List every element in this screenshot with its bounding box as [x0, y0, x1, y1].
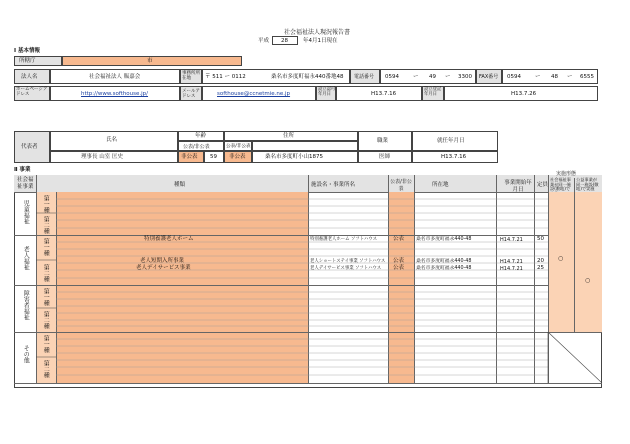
rep-label: 代表者 [21, 144, 38, 150]
phone-label: 電話番号 [354, 74, 375, 80]
group-label-disabled: 障害者福祉 [22, 290, 30, 320]
rep-address: 桑名市多度町小山1875 [265, 154, 323, 160]
registration-date: H13.7.26 [511, 91, 537, 97]
row-kind: 老人短期入所事業 [140, 258, 185, 264]
fax-area: 0594 [507, 74, 521, 80]
col-location-label: 所在地 [432, 182, 449, 188]
col-impl-label: 実施形態 [556, 171, 577, 177]
postal-code: 〒 511 ー 0112 [205, 74, 246, 80]
rep-address-label: 住所 [283, 133, 295, 139]
corp-name-label: 法人名 [21, 74, 38, 80]
office-address: 桑名市多度町福永440番地48 [271, 74, 344, 80]
col-capacity-label: 定員 [537, 182, 549, 188]
jurisdiction-label: 所轄庁 [19, 58, 36, 64]
row-capacity: 50 [537, 236, 544, 242]
rep-age: 59 [210, 154, 217, 160]
row-start: H14.7.21 [500, 266, 523, 272]
row-kind: 老人デイサービス事業 [136, 265, 191, 271]
marker-child-2: 第二種 [42, 216, 50, 234]
row-location: 桑名市多度町福永440-48 [416, 266, 472, 271]
marker-disabled-1: 第一種 [42, 288, 50, 306]
era-label: 平成 [258, 38, 270, 44]
homepage-link[interactable]: http://www.softhouse.jp/ [81, 91, 149, 97]
rep-term-label: 就任年月日 [437, 138, 465, 144]
col-kind-label: 種類 [174, 182, 186, 188]
col-public-label: 公表/非公表 [390, 179, 412, 192]
marker-other-2: 第二種 [42, 360, 50, 378]
approval-label: 設立認可年月日 [318, 87, 336, 97]
rep-addr-public-label: 公表/非公表 [226, 143, 251, 149]
marker-child-1: 第一種 [42, 195, 50, 213]
col-start-label: 事業開始年月日 [504, 180, 532, 193]
office-label: 事務所所在地 [182, 71, 200, 82]
row-location: 桑名市多度町福永440-48 [416, 259, 472, 264]
row-start: H14.7.21 [500, 237, 523, 243]
document-title: 社会福祉法人現況報告書 [284, 29, 351, 36]
group-label-other: その他 [22, 345, 30, 363]
rep-term-date: H13.7.16 [441, 154, 467, 160]
col-impl-b-label: 公益事業が同一施設(敷地)で実施 [576, 177, 599, 192]
row-public: 公表 [393, 236, 405, 242]
marker-elderly-1: 第一種 [42, 238, 50, 256]
row-facility: 老人デイサービス事業 ソフトハウス [310, 266, 382, 271]
impl-mark-a: ○ [558, 255, 564, 262]
row-public: 公表 [393, 265, 405, 271]
group-label-child: 児童福祉 [22, 200, 30, 224]
fax-label: FAX番号 [479, 74, 499, 80]
row-facility: 特別養護老人ホーム ソフトハウス [310, 237, 378, 242]
section1-heading: Ⅰ 基本情報 [14, 48, 40, 54]
email-label: メールアドレス [182, 89, 200, 100]
rep-age-public-label: 公表/非公表 [183, 143, 210, 150]
year-value: 28 [281, 37, 288, 44]
fax-number: 6555 [580, 74, 594, 80]
rep-age-label: 年齢 [195, 133, 207, 139]
impl-mark-b: ○ [585, 277, 591, 284]
corp-name: 社会福祉法人 賑嘉会 [89, 74, 141, 80]
marker-disabled-2: 第二種 [42, 311, 50, 329]
rep-occupation-label: 職業 [377, 138, 389, 144]
col-type-label: 社会福祉事業 [17, 177, 34, 190]
row-capacity: 25 [537, 265, 544, 271]
phone-sep-2: ー [445, 74, 451, 80]
jurisdiction-value: 市 [147, 58, 153, 64]
fax-exchange: 48 [551, 74, 558, 80]
row-capacity: 20 [537, 258, 544, 264]
section2-heading: Ⅱ 事業 [14, 167, 31, 173]
phone-number: 3300 [458, 74, 472, 80]
approval-date: H13.7.16 [371, 91, 397, 97]
phone-exchange: 49 [429, 74, 436, 80]
col-facility-label: 施設名・事業所名 [311, 182, 356, 188]
rep-name: 理事長 山室 匡史 [81, 154, 123, 160]
homepage-label: ホームページアドレス [16, 87, 48, 97]
row-kind: 特別養護老人ホーム [144, 236, 194, 242]
rep-age-public: 非公表 [181, 154, 198, 160]
group-label-elderly: 老人福祉 [22, 246, 30, 270]
row-start: H14.7.21 [500, 259, 523, 265]
date-suffix: 年4月1日現在 [303, 38, 338, 44]
registration-label: 設立登記年月日 [424, 87, 442, 97]
rep-addr-public: 非公表 [229, 154, 246, 160]
row-facility: 老人ショートステイ事業 ソフトハウス [310, 259, 386, 264]
marker-other-1: 第一種 [42, 335, 50, 353]
fax-sep-2: ー [567, 74, 573, 80]
rep-name-label: 氏名 [106, 137, 118, 143]
email-link[interactable]: softhouse@ccnetmie.ne.jp [217, 91, 291, 97]
row-location: 桑名市多度町福永440-48 [416, 237, 472, 242]
phone-sep-1: ー [413, 74, 419, 80]
marker-elderly-2: 第二種 [42, 264, 50, 282]
row-public: 公表 [393, 258, 405, 264]
rep-occupation: 医師 [379, 154, 391, 160]
fax-sep-1: ー [535, 74, 541, 80]
col-impl-a-label: 社会福祉事業が同一施設(敷地)で [550, 177, 571, 192]
phone-area: 0594 [385, 74, 399, 80]
